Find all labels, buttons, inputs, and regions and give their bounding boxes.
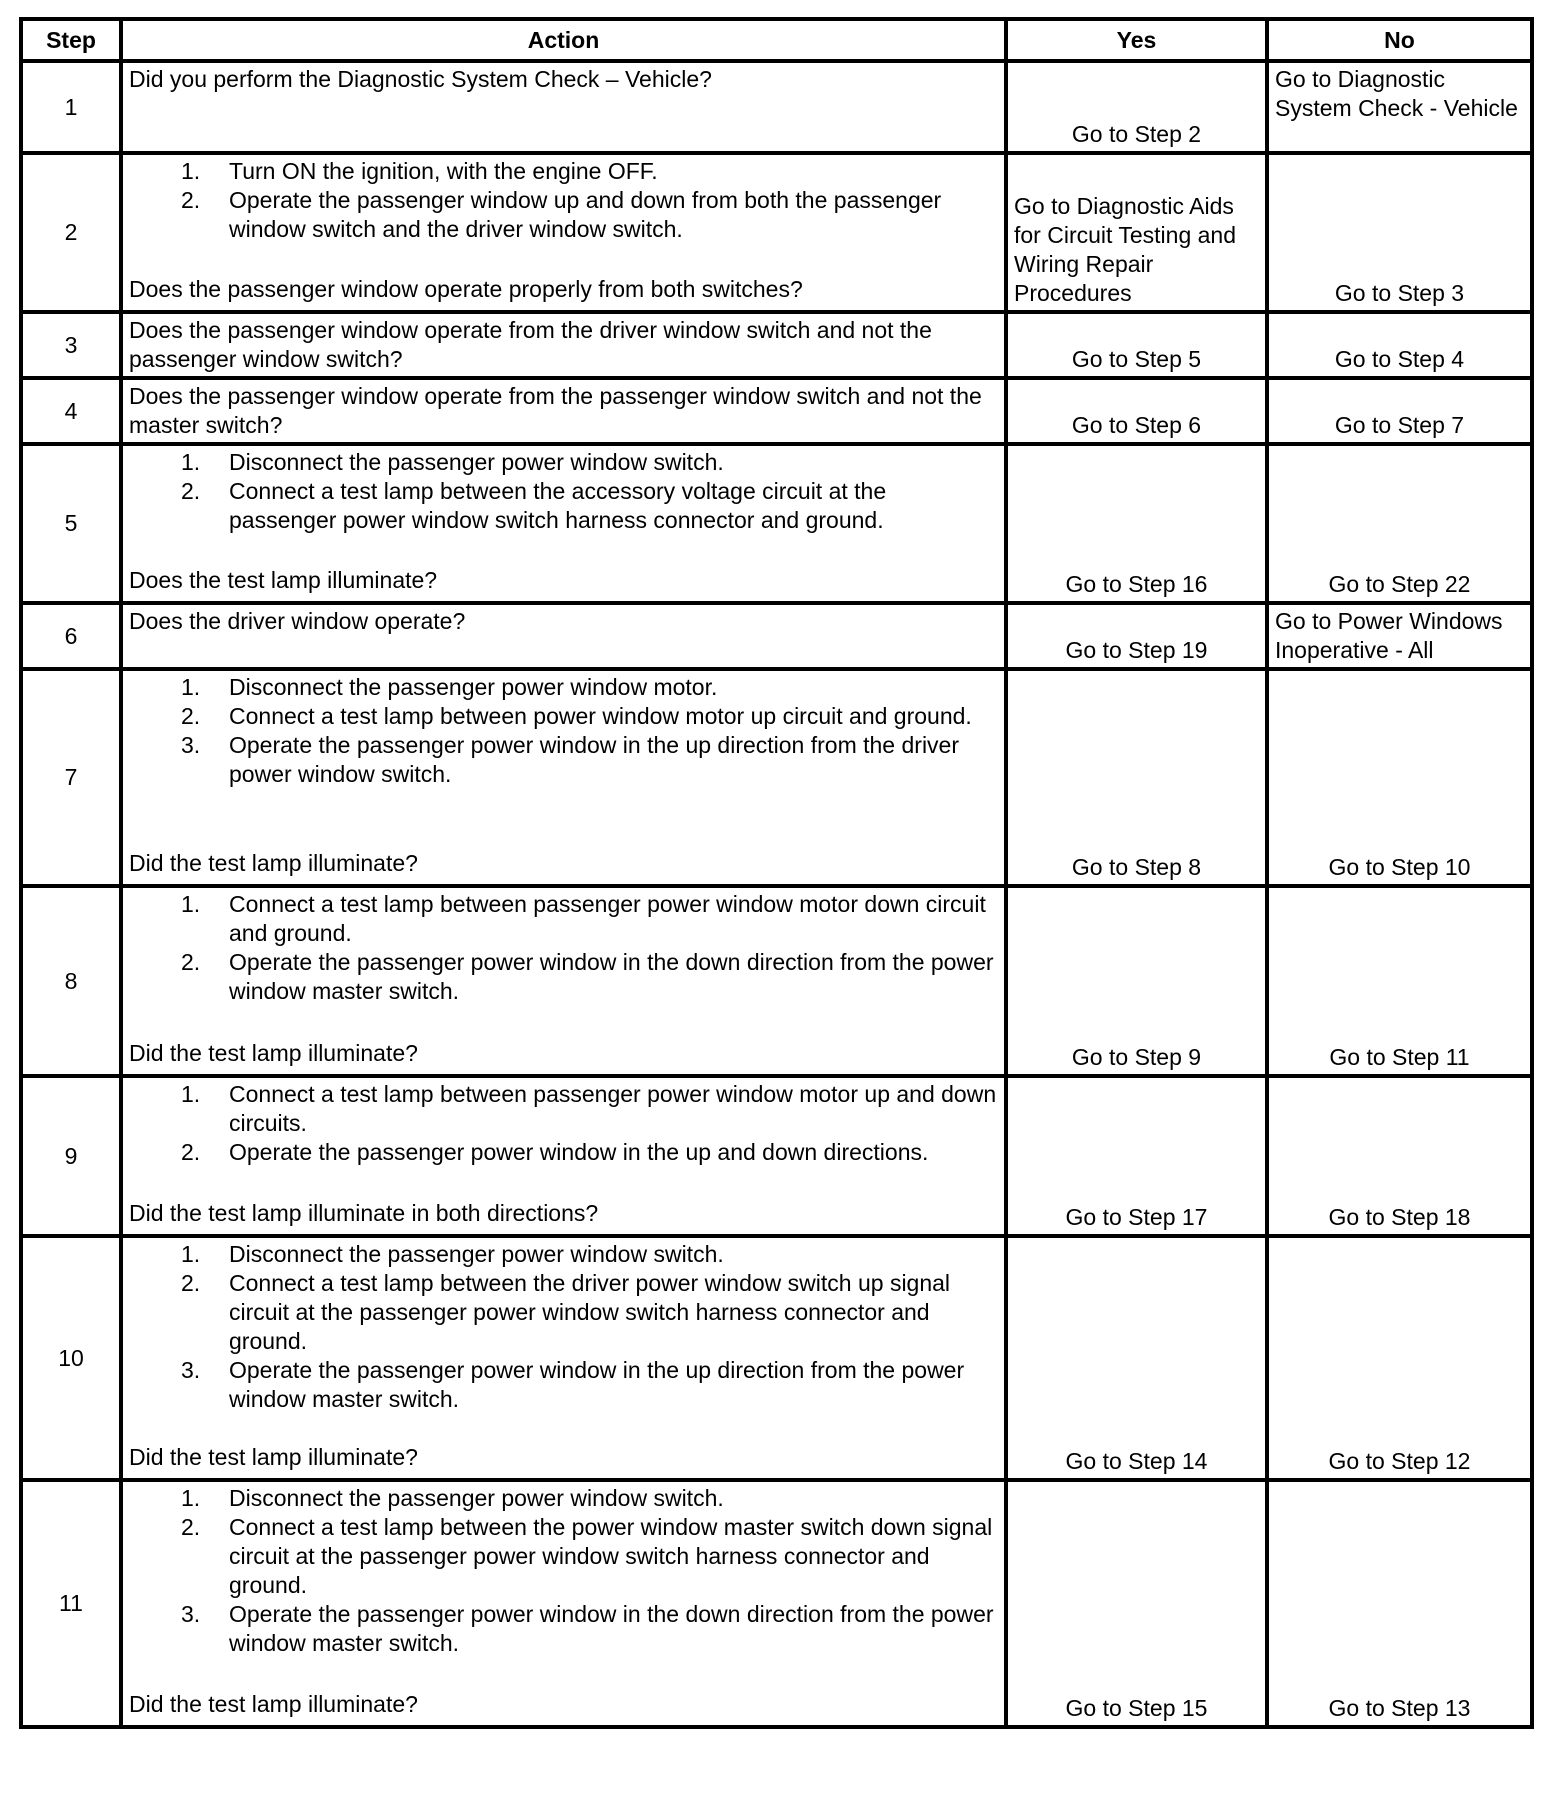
- action-step-item: 1. Disconnect the passenger power window switch.: [181, 1485, 724, 1511]
- yes-result: Go to Step 19: [1006, 603, 1267, 669]
- action-question: Did the test lamp illuminate in both directions?: [129, 1200, 599, 1226]
- action-steps: [129, 1240, 998, 1414]
- yes-result: Go to Step 5: [1006, 312, 1267, 378]
- no-result: Go to Step 22: [1267, 444, 1532, 603]
- header-step: Step: [21, 19, 121, 61]
- no-result: Go to Step 13: [1267, 1480, 1532, 1727]
- action-step-text: Disconnect the passenger power window switch.: [229, 1485, 724, 1511]
- action-step-text: Turn ON the ignition, with the engine OFF.: [229, 158, 658, 184]
- action-step-text: Disconnect the passenger power window motor.: [229, 674, 718, 700]
- step-number: 1: [21, 61, 121, 153]
- yes-result: Go to Step 2: [1006, 61, 1267, 153]
- action-step-text: Operate the passenger power window in the down direction from the power window master switch.: [229, 949, 994, 1004]
- step-number: 5: [21, 444, 121, 603]
- yes-result: Go to Step 8: [1006, 669, 1267, 886]
- table-row: [21, 61, 1532, 153]
- yes-result: Go to Step 9: [1006, 886, 1267, 1076]
- action-question: Did you perform the Diagnostic System Check – Vehicle?: [129, 66, 712, 92]
- action-step-item: 3. Operate the passenger power window in the down direction from the power window master switch.: [129, 1600, 998, 1658]
- action-step-text: Disconnect the passenger power window switch.: [229, 449, 724, 475]
- action-step-item: 2. Operate the passenger window up and down from both the passenger window switch and the driver window switch.: [129, 186, 998, 244]
- no-result: Go to Step 4: [1267, 312, 1532, 378]
- no-result: Go to Diagnostic System Check - Vehicle: [1267, 61, 1532, 153]
- no-result: Go to Step 3: [1267, 153, 1532, 312]
- action-question: Does the passenger window operate from the driver window switch and not the passenger window switch?: [129, 317, 932, 372]
- yes-result: Go to Step 15: [1006, 1480, 1267, 1727]
- no-result: Go to Step 11: [1267, 886, 1532, 1076]
- action-steps: [129, 448, 998, 535]
- action-question: Does the passenger window operate properly from both switches?: [129, 276, 803, 302]
- action-question: Does the test lamp illuminate?: [129, 567, 438, 593]
- no-result: Go to Step 7: [1267, 378, 1532, 444]
- action-cell: [121, 61, 1006, 153]
- yes-result: Go to Diagnostic Aids for Circuit Testing and Wiring Repair Procedures: [1006, 153, 1267, 312]
- action-step-item: 2. Operate the passenger power window in the down direction from the power window master switch.: [129, 948, 998, 1006]
- action-step-item: 2. Connect a test lamp between the accessory voltage circuit at the passenger power window switch harness connector and ground.: [129, 477, 998, 535]
- header-yes: Yes: [1006, 19, 1267, 61]
- step-number: 10: [21, 1236, 121, 1480]
- action-steps: [129, 890, 998, 1006]
- action-cell: [121, 603, 1006, 669]
- action-step-item: 1. Disconnect the passenger power window motor.: [181, 674, 718, 700]
- action-cell: [121, 1076, 1006, 1236]
- yes-result: Go to Step 16: [1006, 444, 1267, 603]
- diagnostic-table: [19, 17, 1534, 1729]
- action-step-item: 1. Connect a test lamp between passenger power window motor down circuit and ground.: [129, 890, 998, 948]
- table-row: [21, 153, 1532, 312]
- step-number: 3: [21, 312, 121, 378]
- no-result: Go to Step 18: [1267, 1076, 1532, 1236]
- action-step-item: 3. Operate the passenger power window in the up direction from the driver power window switch.: [129, 731, 998, 789]
- header-no: No: [1267, 19, 1532, 61]
- step-number: 6: [21, 603, 121, 669]
- no-result: Go to Step 12: [1267, 1236, 1532, 1480]
- action-step-item: 1. Connect a test lamp between passenger power window motor up and down circuits.: [181, 1081, 997, 1136]
- table-row: [21, 1236, 1532, 1480]
- step-number: 7: [21, 669, 121, 886]
- action-step-item: 1. Disconnect the passenger power window switch.: [181, 449, 724, 475]
- action-step-text: Operate the passenger power window in the up direction from the driver power window switch.: [229, 732, 960, 787]
- action-steps: [129, 1080, 998, 1167]
- no-result: Go to Power Windows Inoperative - All: [1267, 603, 1532, 669]
- action-step-item: 1. Turn ON the ignition, with the engine OFF.: [181, 158, 658, 184]
- header-action: Action: [121, 19, 1006, 61]
- action-step-text: Connect a test lamp between the driver power window switch up signal circuit at the passenger power window switch harness connector and ground.: [229, 1270, 951, 1354]
- yes-result: Go to Step 6: [1006, 378, 1267, 444]
- action-step-text: Connect a test lamp between the power window master switch down signal circuit at the passenger power window switch harness connector and ground.: [229, 1514, 993, 1598]
- action-steps: [129, 1484, 998, 1658]
- action-cell: [121, 378, 1006, 444]
- action-step-text: Operate the passenger power window in the down direction from the power window master switch.: [229, 1601, 994, 1656]
- action-step-text: Connect a test lamp between the accessory voltage circuit at the passenger power window switch harness connector and ground.: [229, 478, 887, 533]
- step-number: 2: [21, 153, 121, 312]
- action-question: Does the passenger window operate from the passenger window switch and not the master switch?: [129, 383, 982, 438]
- yes-result: Go to Step 14: [1006, 1236, 1267, 1480]
- action-step-text: Disconnect the passenger power window switch.: [229, 1241, 724, 1267]
- action-step-item: 2. Connect a test lamp between power window motor up circuit and ground.: [181, 703, 972, 729]
- action-cell: [121, 153, 1006, 312]
- action-step-item: 3. Operate the passenger power window in the up direction from the power window master switch.: [129, 1356, 998, 1414]
- action-step-text: Operate the passenger power window in the up and down directions.: [229, 1139, 929, 1165]
- table-row: [21, 669, 1532, 886]
- table-row: [21, 312, 1532, 378]
- action-cell: [121, 312, 1006, 378]
- action-step-item: 2. Operate the passenger power window in the up and down directions.: [181, 1139, 929, 1165]
- action-cell: [121, 1480, 1006, 1727]
- action-question: Did the test lamp illuminate?: [129, 1444, 418, 1470]
- table-row: [21, 444, 1532, 603]
- table-row: [21, 1076, 1532, 1236]
- action-cell: [121, 1236, 1006, 1480]
- action-step-item: 2. Connect a test lamp between the driver power window switch up signal circuit at the passenger power window switch harness connector and ground.: [129, 1269, 998, 1356]
- table-row: [21, 378, 1532, 444]
- step-number: 11: [21, 1480, 121, 1727]
- table-row: [21, 886, 1532, 1076]
- step-number: 9: [21, 1076, 121, 1236]
- action-steps: [129, 673, 998, 789]
- action-cell: [121, 444, 1006, 603]
- table-row: [21, 603, 1532, 669]
- action-question: Does the driver window operate?: [129, 608, 466, 634]
- action-question: Did the test lamp illuminate?: [129, 850, 418, 876]
- step-number: 8: [21, 886, 121, 1076]
- header-row: [21, 19, 1532, 61]
- action-step-text: Connect a test lamp between passenger power window motor up and down circuits.: [229, 1081, 997, 1136]
- yes-result: Go to Step 17: [1006, 1076, 1267, 1236]
- step-number: 4: [21, 378, 121, 444]
- action-cell: [121, 886, 1006, 1076]
- action-question: Did the test lamp illuminate?: [129, 1691, 418, 1717]
- action-step-item: 2. Connect a test lamp between the power window master switch down signal circuit at the passenger power window switch harness connector and ground.: [129, 1513, 998, 1600]
- action-step-text: Operate the passenger window up and down from both the passenger window switch and the driver window switch.: [229, 187, 942, 242]
- action-question: Did the test lamp illuminate?: [129, 1040, 418, 1066]
- action-step-text: Connect a test lamp between power window motor up circuit and ground.: [229, 703, 972, 729]
- action-cell: [121, 669, 1006, 886]
- action-step-text: Connect a test lamp between passenger power window motor down circuit and ground.: [229, 891, 986, 946]
- action-step-text: Operate the passenger power window in the up direction from the power window master switch.: [229, 1357, 965, 1412]
- no-result: Go to Step 10: [1267, 669, 1532, 886]
- action-step-item: 1. Disconnect the passenger power window switch.: [181, 1241, 724, 1267]
- action-steps: [129, 157, 998, 244]
- table-row: [21, 1480, 1532, 1727]
